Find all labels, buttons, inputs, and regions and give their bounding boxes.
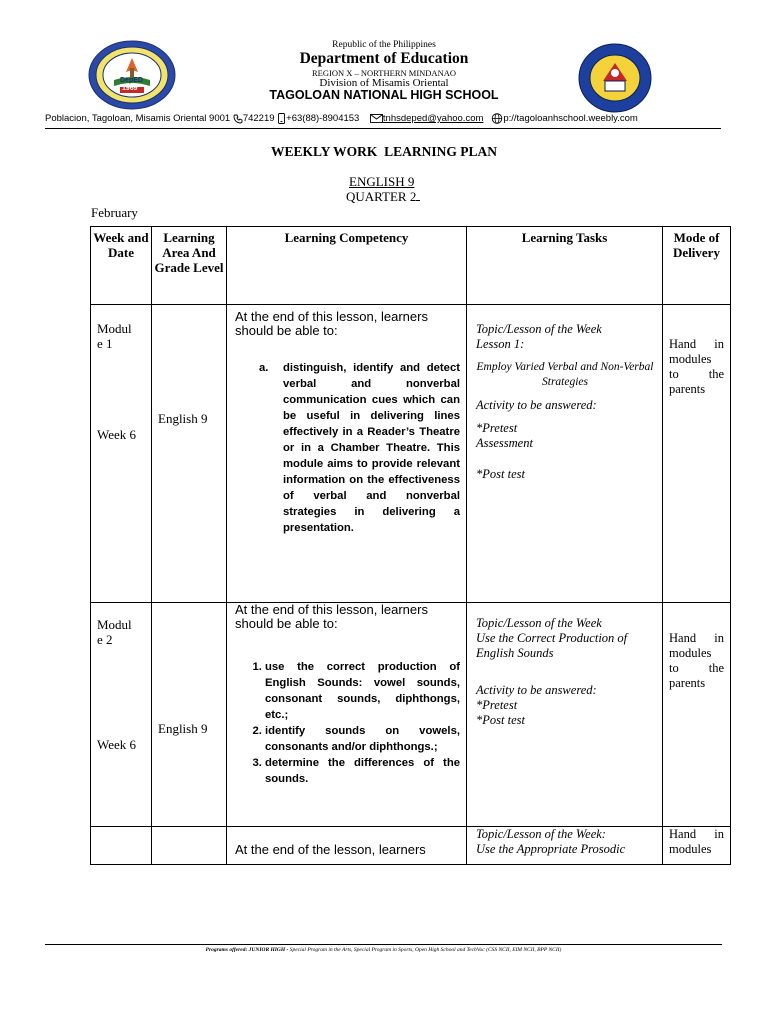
topic-label: Topic/Lesson of the Week	[476, 322, 602, 336]
table-header-row	[91, 227, 731, 305]
mode-text: Hand in modules	[669, 827, 724, 856]
department-name: Department of Education	[299, 50, 469, 67]
deped-seal-logo	[578, 43, 652, 113]
learning-plan-table	[90, 226, 731, 865]
tasks-cell	[467, 827, 663, 865]
topic-title: Use the Correct Production of English Sounds	[476, 631, 628, 660]
footer-programs	[45, 947, 722, 953]
item-marker: a.	[259, 362, 269, 374]
footer-label: Programs offered: JUNIOR HIGH -	[205, 947, 289, 953]
division-line: Division of Misamis Oriental	[319, 77, 449, 89]
activity-assessment: Assessment	[476, 436, 533, 450]
contact-line	[45, 113, 725, 124]
email-link[interactable]: tnhsdeped@yahoo.com	[382, 113, 484, 124]
activity-label: Activity to be answered:	[476, 398, 597, 412]
table-row	[91, 305, 731, 603]
quarter-text: QUARTER 2	[346, 189, 417, 204]
area-label: English 9	[158, 721, 208, 736]
activity-pretest: *Pretest	[476, 698, 518, 712]
quarter-label	[346, 189, 420, 205]
lesson-label: Lesson 1:	[476, 337, 525, 351]
phone-icon	[233, 114, 243, 124]
competency-cell	[227, 827, 467, 865]
address-text: Poblacion, Tagoloan, Misamis Oriental 9001	[45, 113, 231, 124]
table-row	[91, 827, 731, 865]
topic-title: Employ Varied Verbal and Non-Verbal Strategies	[476, 361, 654, 388]
competency-item: 2. identify sounds on vowels, consonants and/or diphthongs.;	[265, 723, 460, 755]
area-cell	[152, 827, 227, 865]
mode-cell	[663, 827, 731, 865]
table-row	[91, 603, 731, 827]
school-seal-logo	[88, 40, 176, 110]
tasks-cell	[467, 305, 663, 603]
week-cell	[91, 603, 152, 827]
mode-cell	[663, 305, 731, 603]
topic-label: Topic/Lesson of the Week	[476, 616, 602, 630]
area-cell	[152, 603, 227, 827]
activity-posttest: *Post test	[476, 467, 525, 481]
competency-list	[235, 659, 460, 787]
school-name: TAGOLOAN NATIONAL HIGH SCHOOL	[269, 88, 499, 102]
mode-cell	[663, 603, 731, 827]
activity-label: Activity to be answered:	[476, 683, 597, 697]
area-label: English 9	[158, 411, 208, 426]
competency-cell	[227, 603, 467, 827]
competency-intro: At the end of this lesson, learners should be able to:	[235, 602, 428, 631]
competency-item	[235, 360, 460, 536]
header-mode: Mode of Delivery	[663, 227, 731, 305]
footer-divider	[45, 944, 722, 945]
module-label: Modul e 2	[97, 617, 132, 647]
competency-item: 3. determine the differences of the sounds.	[265, 755, 460, 787]
deped-seal-graphic	[578, 43, 652, 113]
mobile-icon	[277, 113, 286, 124]
seal-brand: DepED	[120, 77, 143, 84]
header-area: Learning Area And Grade Level	[152, 227, 227, 305]
phone-text: 742219	[242, 113, 275, 124]
footer-text: Special Program in the Arts, Special Program in Sports, Open High School and TechVoc (CSS NCII, EIM NCII, BPP NCII)	[289, 947, 562, 953]
competency-item-text: distinguish, identify and detect verbal and nonverbal communication cues which can be useful in delivering lines effectively in a Reader’s Theatre or in a Chamber Theatre. This module aims to provide relevant information on the effectiveness of verbal and nonverbal strategies in delivering a presentation.	[283, 362, 460, 534]
school-seal-graphic	[88, 40, 176, 110]
website-link[interactable]: p://tagoloanhschool.weebly.com	[503, 113, 638, 124]
subject-label: ENGLISH 9	[349, 174, 415, 189]
month-label: February	[91, 205, 138, 220]
week-label: Week 6	[97, 427, 137, 442]
mode-text: Hand in modules to the parents	[669, 337, 724, 396]
republic-line: Republic of the Philippines	[332, 40, 436, 50]
seal-year: 1969	[122, 85, 138, 92]
competency-item: 1. use the correct production of English Sounds: vowel sounds, consonant sounds, diphthongs, etc.;	[265, 659, 460, 723]
mobile-text: +63(88)-8904153	[286, 113, 360, 124]
week-cell	[91, 827, 152, 865]
competency-intro: At the end of the lesson, learners	[235, 842, 426, 857]
tasks-cell	[467, 603, 663, 827]
activity-pretest: *Pretest	[476, 421, 518, 435]
region-line: REGION X – NORTHERN MINDANAO	[312, 68, 456, 78]
header-tasks: Learning Tasks	[467, 227, 663, 305]
module-label: Modul e 1	[97, 321, 132, 351]
header-competency: Learning Competency	[227, 227, 467, 305]
header-divider	[45, 128, 721, 129]
area-cell	[152, 305, 227, 603]
document-title: WEEKLY WORK LEARNING PLAN	[270, 144, 498, 159]
mode-text: Hand in modules to the parents	[669, 631, 724, 690]
week-cell	[91, 305, 152, 603]
topic-title: Use the Appropriate Prosodic	[476, 842, 626, 856]
activity-posttest: *Post test	[476, 713, 525, 727]
week-label: Week 6	[97, 737, 137, 752]
competency-cell	[227, 305, 467, 603]
competency-intro: At the end of this lesson, learners should be able to:	[235, 309, 428, 338]
email-icon	[370, 114, 383, 123]
topic-label: Topic/Lesson of the Week:	[476, 827, 606, 841]
header-week: Week and Date	[91, 227, 152, 305]
web-icon	[491, 113, 503, 124]
